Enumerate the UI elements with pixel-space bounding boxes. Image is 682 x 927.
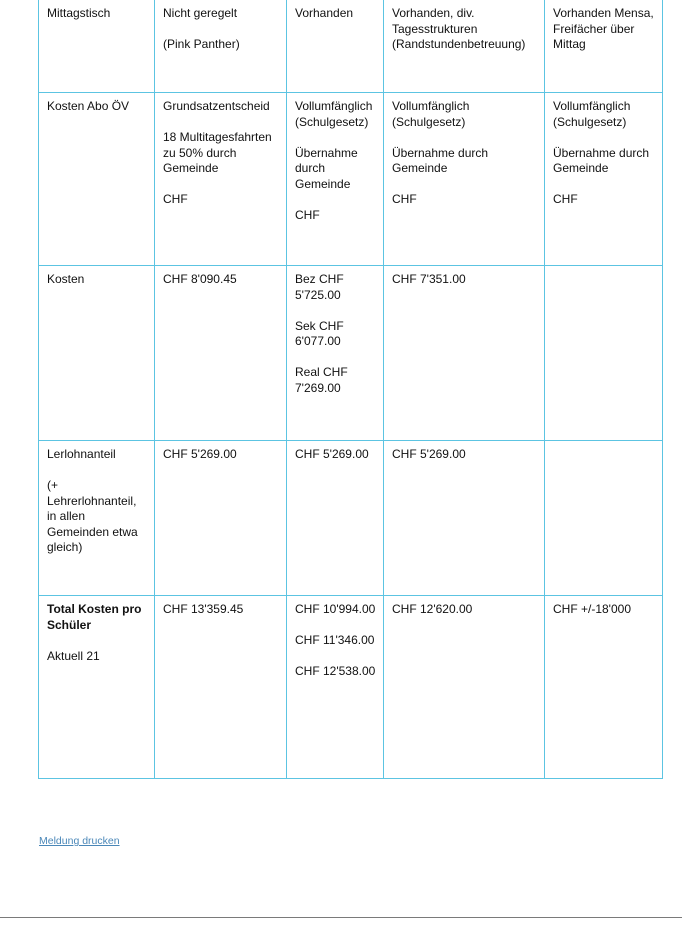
cell-spacer bbox=[553, 177, 655, 193]
cell-text: CHF 5'269.00 bbox=[163, 447, 237, 461]
table-cell bbox=[155, 441, 287, 596]
cell-spacer bbox=[295, 618, 376, 634]
row-label-cell bbox=[39, 441, 155, 596]
cell-spacer bbox=[553, 130, 655, 146]
cell-spacer bbox=[295, 350, 376, 366]
cell-spacer bbox=[392, 177, 537, 193]
cell-spacer bbox=[392, 130, 537, 146]
cell-spacer bbox=[163, 115, 279, 131]
cell-text: CHF 13'359.45 bbox=[163, 602, 244, 616]
cell-text: CHF bbox=[163, 192, 188, 206]
cell-spacer bbox=[295, 192, 376, 208]
table-cell bbox=[155, 0, 287, 93]
cell-text: Bez CHF 5'725.00 bbox=[295, 272, 344, 302]
table-row bbox=[39, 93, 663, 266]
cell-text: Vorhanden bbox=[295, 6, 354, 20]
row-label: Mittagstisch bbox=[47, 6, 111, 20]
row-label: Total Kosten pro Schüler bbox=[47, 602, 142, 632]
cell-text: Übernahme durch Gemeinde bbox=[295, 145, 358, 191]
row-label: Kosten Abo ÖV bbox=[47, 99, 130, 113]
table-cell bbox=[384, 596, 545, 779]
cell-text: CHF 5'269.00 bbox=[295, 447, 369, 461]
cell-text: Vollumfänglich (Schulgesetz) bbox=[295, 99, 373, 129]
cell-text: Grundsatzentscheid bbox=[163, 99, 270, 113]
comparison-table-container bbox=[38, 0, 662, 779]
table-cell bbox=[545, 266, 663, 441]
cell-text: CHF bbox=[553, 192, 578, 206]
table-cell bbox=[155, 266, 287, 441]
row-label-cell bbox=[39, 0, 155, 93]
table-row bbox=[39, 0, 663, 93]
cell-text: Real CHF 7'269.00 bbox=[295, 365, 348, 395]
table-cell bbox=[155, 93, 287, 266]
comparison-table bbox=[38, 0, 663, 779]
cell-text: Sek CHF 6'077.00 bbox=[295, 318, 344, 348]
table-cell bbox=[545, 0, 663, 93]
cell-text: Vollumfänglich (Schulgesetz) bbox=[553, 99, 631, 129]
cell-text: 18 Multitagesfahrten zu 50% durch Gemeinde bbox=[163, 130, 272, 175]
cell-text: Nicht geregelt bbox=[163, 6, 238, 20]
cell-text: CHF 10'994.00 bbox=[295, 602, 376, 616]
table-row-total bbox=[39, 596, 663, 779]
table-cell bbox=[384, 93, 545, 266]
table-cell bbox=[287, 441, 384, 596]
row-label-cell bbox=[39, 596, 155, 779]
cell-text: (Pink Panther) bbox=[163, 37, 240, 51]
cell-text: CHF 8'090.45 bbox=[163, 272, 237, 286]
table-cell bbox=[287, 266, 384, 441]
cell-text: Übernahme durch Gemeinde bbox=[553, 145, 650, 175]
cell-text: CHF bbox=[295, 207, 320, 222]
row-label-cell bbox=[39, 93, 155, 266]
table-cell bbox=[287, 93, 384, 266]
cell-text: CHF 12'620.00 bbox=[392, 602, 473, 616]
cell-text: CHF 5'269.00 bbox=[392, 447, 466, 461]
table-cell bbox=[287, 596, 384, 779]
table-row bbox=[39, 441, 663, 596]
table-cell bbox=[287, 0, 384, 93]
cell-text: CHF 7'351.00 bbox=[392, 272, 466, 286]
row-label-cell bbox=[39, 266, 155, 441]
cell-text: CHF 12'538.00 bbox=[295, 664, 376, 678]
cell-spacer bbox=[295, 303, 376, 319]
table-cell bbox=[155, 596, 287, 779]
row-label-note: (+ Lehrerlohnanteil, in allen Gemeinden etwa gleich) bbox=[47, 478, 138, 554]
row-label: Lerlohnanteil bbox=[47, 447, 116, 461]
table-cell bbox=[384, 441, 545, 596]
print-report-link[interactable]: Meldung drucken bbox=[39, 835, 120, 847]
cell-spacer bbox=[47, 463, 147, 479]
row-label-note: Aktuell 21 bbox=[47, 648, 100, 663]
cell-text: Vollumfänglich (Schulgesetz) bbox=[392, 99, 470, 129]
cell-text: CHF bbox=[392, 192, 417, 206]
cell-spacer bbox=[47, 633, 147, 649]
cell-text: Übernahme durch Gemeinde bbox=[392, 145, 489, 175]
cell-text: Vorhanden, div. Tagesstrukturen (Randstundenbetreuung) bbox=[392, 6, 526, 51]
cell-text: CHF 11'346.00 bbox=[295, 633, 375, 647]
comparison-table-body bbox=[39, 0, 663, 779]
row-label: Kosten bbox=[47, 272, 85, 286]
table-cell bbox=[384, 0, 545, 93]
cell-spacer bbox=[163, 177, 279, 193]
cell-spacer bbox=[163, 22, 279, 38]
cell-text: Vorhanden Mensa, Freifächer über Mittag bbox=[553, 6, 654, 51]
table-cell bbox=[545, 93, 663, 266]
cell-spacer bbox=[295, 649, 376, 665]
table-cell bbox=[545, 441, 663, 596]
footer-divider bbox=[0, 917, 682, 918]
table-cell bbox=[545, 596, 663, 779]
cell-text: CHF +/-18'000 bbox=[553, 602, 631, 616]
table-row bbox=[39, 266, 663, 441]
table-cell bbox=[384, 266, 545, 441]
cell-spacer bbox=[295, 130, 376, 146]
